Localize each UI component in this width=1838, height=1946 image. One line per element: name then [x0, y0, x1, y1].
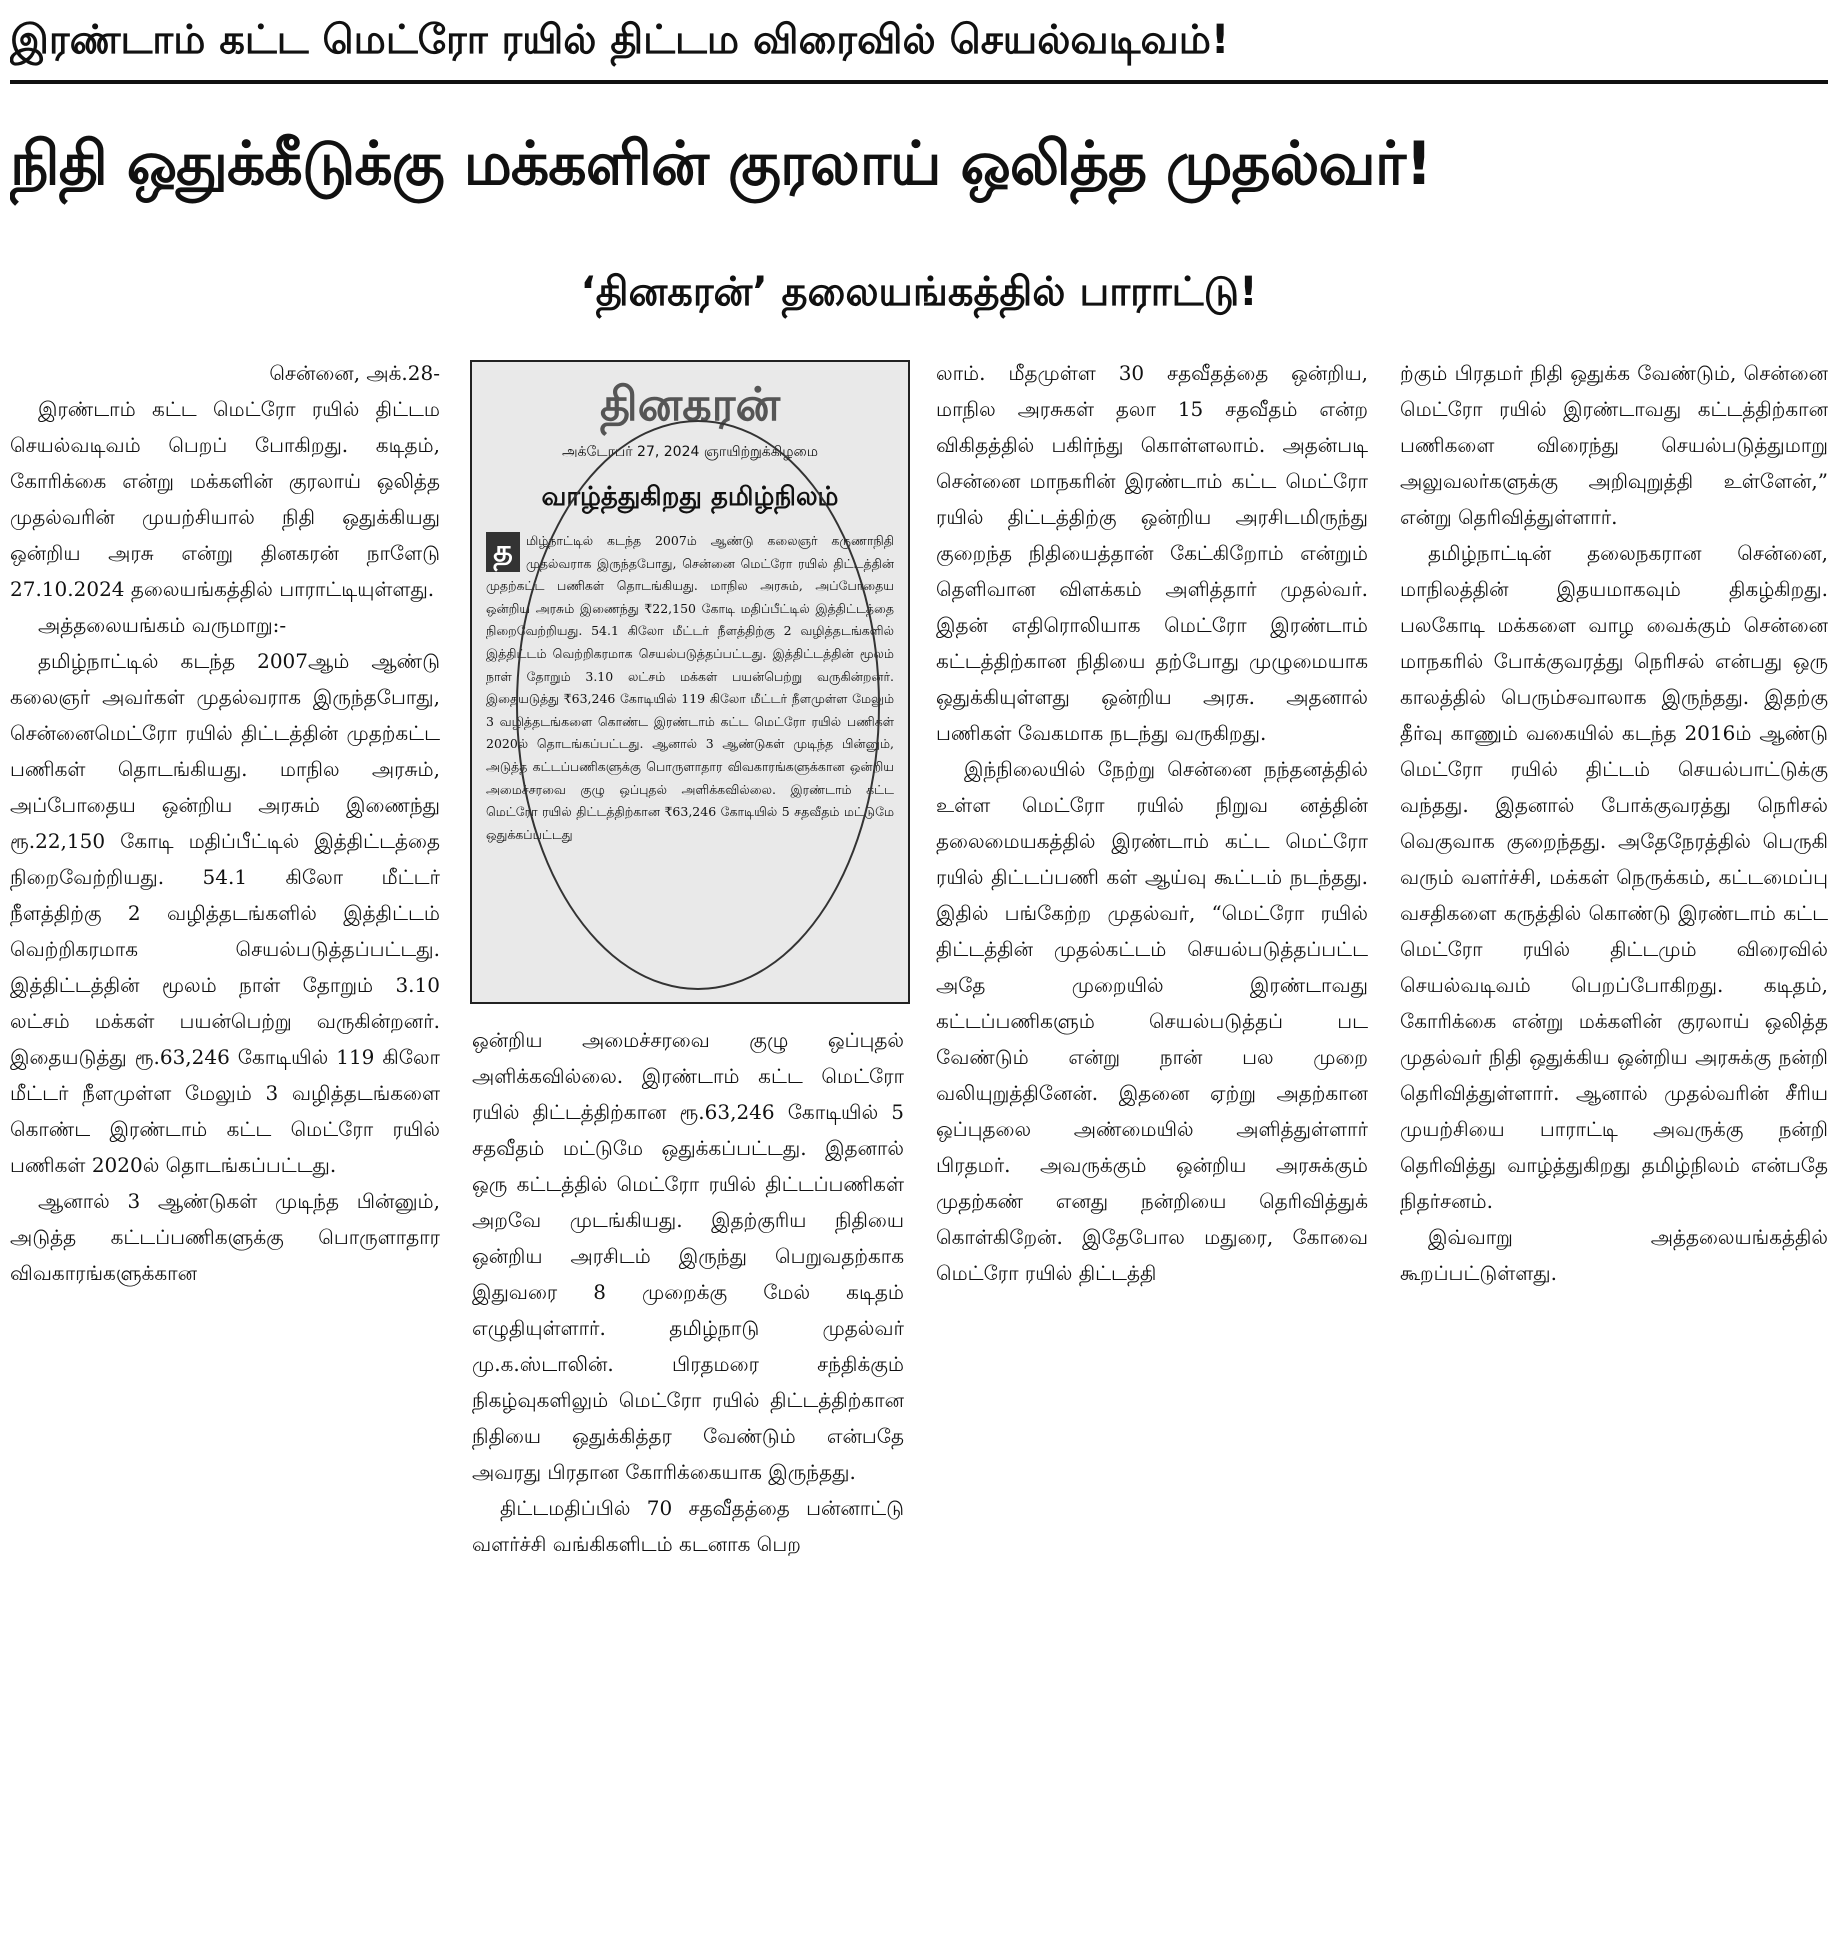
clipping-body [486, 530, 894, 990]
paragraph: ஒன்றிய அமைச்சரவை குழு ஒப்புதல் அளிக்கவில்லை. இரண்டாம் கட்ட மெட்ரோ ரயில் திட்டத்திற்கான ரூ.63,246 கோடியில் 5 சதவீதம் மட்டுமே ஒதுக்கப்பட்டது. இதனால் ஒரு கட்டத்தில் மெட்ரோ ரயில் திட்டப்பணிகள் அறவே முடங்கியது. இதற்குரிய நிதியை ஒன்றிய அரசிடம் இருந்து பெறுவதற்காக இதுவரை 8 முறைக்கு மேல் கடிதம் எழுதியுள்ளார். தமிழ்நாடு முதல்வர் மு.க.ஸ்டாலின். பிரதமரை சந்திக்கும் நிகழ்வுகளிலும் மெட்ரோ ரயில் திட்டத்திற்கான நிதியை ஒதுக்கித்தர வேண்டும் என்பதே அவரது பிரதான கோரிக்கையாக இருந்தது. [472, 1028, 904, 1484]
paragraph: இந்நிலையில் நேற்று சென்னை நந்தனத்தில் உள்ள மெட்ரோ ரயில் நிறுவ னத்தின் தலைமையகத்தில் இரண்டாம் கட்ட மெட்ரோ ரயில் திட்டப்பணி கள் ஆய்வு கூட்டம் நடந்தது. இதில் பங்கேற்ற முதல்வர், “மெட்ரோ ரயில் திட்டத்தின் முதல்கட்டம் செயல்படுத்தப்பட்ட அதே முறையில் இரண்டாவது கட்டப்பணிகளும் செயல்படுத்தப் பட வேண்டும் என்று நான் பல முறை வலியுறுத்தினேன். இதனை ஏற்று அதற்கான ஒப்புதலை அண்மையில் அளித்துள்ளார் பிரதமர். அவருக்கும் ஒன்றிய அரசுக்கும் முதற்கண் எனது நன்றியை தெரிவித்துக் கொள்கிறேன். இதேபோல மதுரை, கோவை மெட்ரோ ரயில் திட்டத்தி [936, 757, 1368, 1285]
main-headline: நிதி ஒதுக்கீடுக்கு மக்களின் குரலாய் ஒலித்த முதல்வர்! [10, 129, 1432, 199]
paragraph: ற்கும் பிரதமர் நிதி ஒதுக்க வேண்டும், சென்னை மெட்ரோ ரயில் இரண்டாவது கட்டத்திற்கான பணிகளை விரைந்து செயல்படுத்துமாறு அலுவலர்களுக்கு அறிவுறுத்தி உள்ளேன்,” என்று தெரிவித்துள்ளார். [1400, 361, 1828, 529]
clipping-date: அக்டோபர் 27, 2024 ஞாயிற்றுக்கிழமை [561, 444, 819, 460]
kicker-headline: இரண்டாம் கட்ட மெட்ரோ ரயில் திட்டம விரைவில் செயல்வடிவம்! [10, 17, 1230, 63]
paragraph: இரண்டாம் கட்ட மெட்ரோ ரயில் திட்டம செயல்வடிவம் பெறப் போகிறது. கடிதம், கோரிக்கை என்று மக்களின் குரலாய் ஒலித்த முதல்வரின் முயற்சியால் நிதி ஒதுக்கியது ஒன்றிய அரசு என்று தினகரன் நாளேடு 27.10.2024 தலையங்கத்தில் பாராட்டியுள்ளது. [10, 397, 440, 601]
clipping-title: வாழ்த்துகிறது தமிழ்நிலம் [541, 482, 839, 512]
sub-headline: ‘தினகரன்’ தலையங்கத்தில் பாராட்டு! [580, 269, 1258, 315]
article-column-3 [936, 355, 1368, 1940]
dateline: சென்னை, அக்.28- [269, 361, 440, 385]
paragraph: ஆனால் 3 ஆண்டுகள் முடிந்த பின்னும், அடுத்த கட்டப்பணிகளுக்கு பொருளாதார விவகாரங்களுக்கான [10, 1189, 440, 1285]
paragraph: லாம். மீதமுள்ள 30 சதவீதத்தை ஒன்றிய, மாநில அரசுகள் தலா 15 சதவீதம் என்ற விகிதத்தில் பகிர்ந்து கொள்ளலாம். அதன்படி சென்னை மாநகரின் இரண்டாம் கட்ட மெட்ரோ ரயில் திட்டத்திற்கு ஒன்றிய அரசிடமிருந்து குறைந்த நிதியைத்தான் கேட்கிறோம் என்றும் தெளிவான விளக்கம் அளித்தார் முதல்வர். இதன் எதிரொலியாக மெட்ரோ இரண்டாம் கட்டத்திற்கான நிதியை தற்போது முழுமையாக ஒதுக்கியுள்ளது ஒன்றிய அரசு. அதனால் பணிகள் வேகமாக நடந்து வருகிறது. [936, 361, 1368, 745]
paragraph: திட்டமதிப்பில் 70 சதவீதத்தை பன்னாட்டு வளர்ச்சி வங்கிகளிடம் கடனாக பெற [472, 1496, 904, 1556]
paragraph: அத்தலையங்கம் வருமாறு:- [38, 613, 287, 637]
kicker-rule [10, 80, 1828, 84]
clipping-masthead: தினகரன் [599, 377, 781, 431]
clipping-drop-cap: த [486, 532, 520, 572]
editorial-clipping-image [470, 360, 910, 1004]
article-column-4 [1400, 355, 1828, 1940]
paragraph: இவ்வாறு அத்தலையங்கத்தில் கூறப்பட்டுள்ளது. [1400, 1225, 1828, 1285]
clipping-body-text: மிழ்நாட்டில் கடந்த 2007ம் ஆண்டு கலைஞர் கருணாநிதி முதல்வராக இருந்தபோது, சென்னை மெட்ரோ ரயில் திட்டத்தின் முதற்கட்ட பணிகள் தொடங்கியது. மாநில அரசும், அப்போதைய ஒன்றிய அரசும் இணைந்து ₹22,150 கோடி மதிப்பீட்டில் இத்திட்டத்தை நிறைவேற்றியது. 54.1 கிலோ மீட்டர் நீளத்திற்கு 2 வழித்தடங்களில் இத்திட்டம் வெற்றிகரமாக செயல்படுத்தப்பட்டது. இத்திட்டத்தின் மூலம் நாள் தோறும் 3.10 லட்சம் மக்கள் பயன்பெற்று வருகின்றனர். இதையடுத்து ₹63,246 கோடியில் 119 கிலோ மீட்டர் நீளமுள்ள மேலும் 3 வழித்தடங்களை கொண்ட இரண்டாம் கட்ட மெட்ரோ ரயில் பணிகள் 2020ல் தொடங்கப்பட்டது. ஆனால் 3 ஆண்டுகள் முடிந்த பின்னும், அடுத்த கட்டப்பணிகளுக்கு பொருளாதார விவகாரங்களுக்கான ஒன்றிய அமைச்சரவை குழு ஒப்புதல் அளிக்கவில்லை. இரண்டாம் கட்ட மெட்ரோ ரயில் திட்டத்திற்கான ₹63,246 கோடியில் 5 சதவீதம் மட்டுமே ஒதுக்கப்பட்டது [486, 533, 894, 842]
article-column-1 [10, 355, 440, 1940]
article-column-2 [472, 1022, 904, 1940]
paragraph: தமிழ்நாட்டின் தலைநகரான சென்னை, மாநிலத்தின் இதயமாகவும் திகழ்கிறது. பலகோடி மக்களை வாழ வைக்கும் சென்னை மாநகரில் போக்குவரத்து நெரிசல் என்பது ஒரு காலத்தில் பெரும்சவாலாக இருந்தது. இதற்கு தீர்வு காணும் வகையில் கடந்த 2016ம் ஆண்டு மெட்ரோ ரயில் திட்டம் செயல்பாட்டுக்கு வந்தது. இதனால் போக்குவரத்து நெரிசல் வெகுவாக குறைந்தது. அதேநேரத்தில் பெருகி வரும் வளர்ச்சி, மக்கள் நெருக்கம், கட்டமைப்பு வசதிகளை கருத்தில் கொண்டு இரண்டாம் கட்ட மெட்ரோ ரயில் திட்டமும் விரைவில் செயல்வடிவம் பெறப்போகிறது. கடிதம், கோரிக்கை என்று மக்களின் குரலாய் ஒலித்த முதல்வர் நிதி ஒதுக்கிய ஒன்றிய அரசுக்கு நன்றி தெரிவித்துள்ளார். ஆனால் முதல்வரின் சீரிய முயற்சியை பாராட்டி அவருக்கு நன்றி தெரிவித்து வாழ்த்துகிறது தமிழ்நிலம் என்பதே நிதர்சனம். [1400, 541, 1828, 1213]
paragraph: தமிழ்நாட்டில் கடந்த 2007ஆம் ஆண்டு கலைஞர் அவர்கள் முதல்வராக இருந்தபோது, சென்னைமெட்ரோ ரயில் திட்டத்தின் முதற்கட்ட பணிகள் தொடங்கியது. மாநில அரசும், அப்போதைய ஒன்றிய அரசும் இணைந்து ரூ.22,150 கோடி மதிப்பீட்டில் இத்திட்டத்தை நிறைவேற்றியது. 54.1 கிலோ மீட்டர் நீளத்திற்கு 2 வழித்தடங்களில் இத்திட்டம் வெற்றிகரமாக செயல்படுத்தப்பட்டது. இத்திட்டத்தின் மூலம் நாள் தோறும் 3.10 லட்சம் மக்கள் பயன்பெற்று வருகின்றனர். இதையடுத்து ரூ.63,246 கோடியில் 119 கிலோ மீட்டர் நீளமுள்ள மேலும் 3 வழித்தடங்களை கொண்ட இரண்டாம் கட்ட மெட்ரோ ரயில் பணிகள் 2020ல் தொடங்கப்பட்டது. [10, 649, 440, 1177]
